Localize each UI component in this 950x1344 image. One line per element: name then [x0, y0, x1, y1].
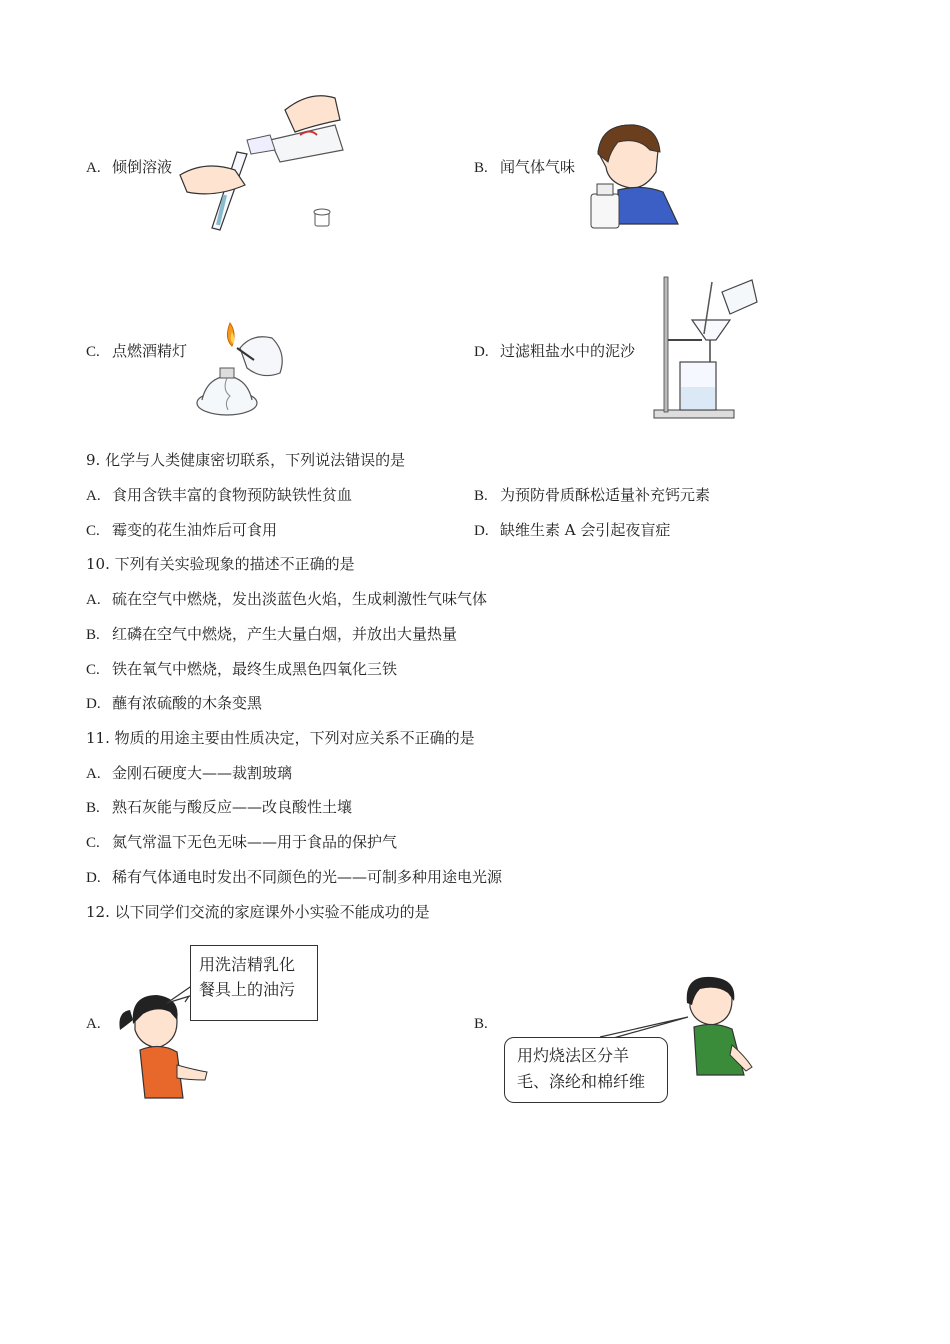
option-label: D. [86, 870, 101, 886]
q11-option-b[interactable] [86, 797, 352, 818]
bubble-text-line: 毛、涤纶和棉纤维 [517, 1072, 646, 1091]
option-label: B. [474, 1016, 488, 1032]
option-text: 为预防骨质酥松适量补充钙元素 [500, 486, 711, 504]
option-text: 金刚石硬度大——裁割玻璃 [112, 764, 293, 782]
option-label: A. [86, 488, 101, 504]
bubble-text-line: 用灼烧法区分羊 [517, 1046, 630, 1065]
q8-option-a[interactable] [86, 157, 172, 178]
option-text: 食用含铁丰富的食物预防缺铁性贫血 [112, 486, 353, 504]
q11-stem: 11. 物质的用途主要由性质决定，下列对应关系不正确的是 [86, 729, 475, 747]
pouring-liquid-illustration [175, 80, 350, 235]
option-label: B. [474, 160, 488, 176]
q9-option-c[interactable] [86, 520, 277, 541]
q8-option-c[interactable] [86, 341, 187, 362]
bubble-text-line: 用洗洁精乳化 [199, 955, 296, 974]
q10-option-a[interactable] [86, 589, 487, 610]
option-label: B. [474, 488, 488, 504]
option-label: A. [86, 592, 101, 608]
option-label: C. [86, 835, 100, 851]
option-label: B. [86, 627, 100, 643]
q12-option-b[interactable] [474, 1013, 500, 1034]
q10-option-b[interactable] [86, 624, 457, 645]
q9-option-b[interactable] [474, 485, 710, 506]
q10-option-c[interactable] [86, 659, 397, 680]
q8-option-b[interactable] [474, 157, 575, 178]
option-label: A. [86, 766, 101, 782]
q11-option-a[interactable] [86, 763, 292, 784]
option-text: 熟石灰能与酸反应——改良酸性土壤 [112, 798, 353, 816]
option-text: 过滤粗盐水中的泥沙 [500, 342, 636, 360]
option-label: D. [474, 344, 489, 360]
q11-option-d[interactable] [86, 867, 502, 888]
option-label: D. [86, 696, 101, 712]
option-text: 红磷在空气中燃烧，产生大量白烟，并放出大量热量 [112, 625, 458, 643]
option-text: 闻气体气味 [500, 158, 576, 176]
filtration-apparatus-illustration [652, 272, 762, 422]
option-text: 蘸有浓硫酸的木条变黑 [112, 694, 263, 712]
q10-stem: 10. 下列有关实验现象的描述不正确的是 [86, 555, 355, 573]
lighting-alcohol-lamp-illustration [192, 318, 292, 423]
smelling-gas-illustration [588, 122, 683, 232]
option-label: C. [86, 523, 100, 539]
option-text: 点燃酒精灯 [112, 342, 188, 360]
option-text: 硫在空气中燃烧，发出淡蓝色火焰，生成刺激性气味气体 [112, 590, 488, 608]
q8-option-d[interactable] [474, 341, 635, 362]
option-text: 氮气常温下无色无味——用于食品的保护气 [112, 833, 398, 851]
q9-option-a[interactable] [86, 485, 352, 506]
q9-option-d[interactable] [474, 520, 670, 541]
option-label: B. [86, 800, 100, 816]
option-text: 缺维生素 A 会引起夜盲症 [500, 521, 671, 539]
bubble-text-line: 餐具上的油污 [199, 980, 296, 999]
q10-option-d[interactable] [86, 693, 262, 714]
q12-option-a[interactable] [86, 1013, 112, 1034]
option-label: D. [474, 523, 489, 539]
q11-option-c[interactable] [86, 832, 397, 853]
q9-stem: 9. 化学与人类健康密切联系，下列说法错误的是 [86, 451, 406, 469]
option-text: 倾倒溶液 [112, 158, 173, 176]
option-label: A. [86, 160, 101, 176]
option-text: 霉变的花生油炸后可食用 [112, 521, 278, 539]
option-text: 稀有气体通电时发出不同颜色的光——可制多种用途电光源 [112, 868, 503, 886]
option-text: 铁在氧气中燃烧，最终生成黑色四氧化三铁 [112, 660, 398, 678]
speech-bubble-a [190, 945, 318, 1021]
speech-bubble-b [504, 1037, 668, 1103]
q12-stem: 12. 以下同学们交流的家庭课外小实验不能成功的是 [86, 903, 430, 921]
option-label: C. [86, 662, 100, 678]
option-label: C. [86, 344, 100, 360]
option-label: A. [86, 1016, 101, 1032]
